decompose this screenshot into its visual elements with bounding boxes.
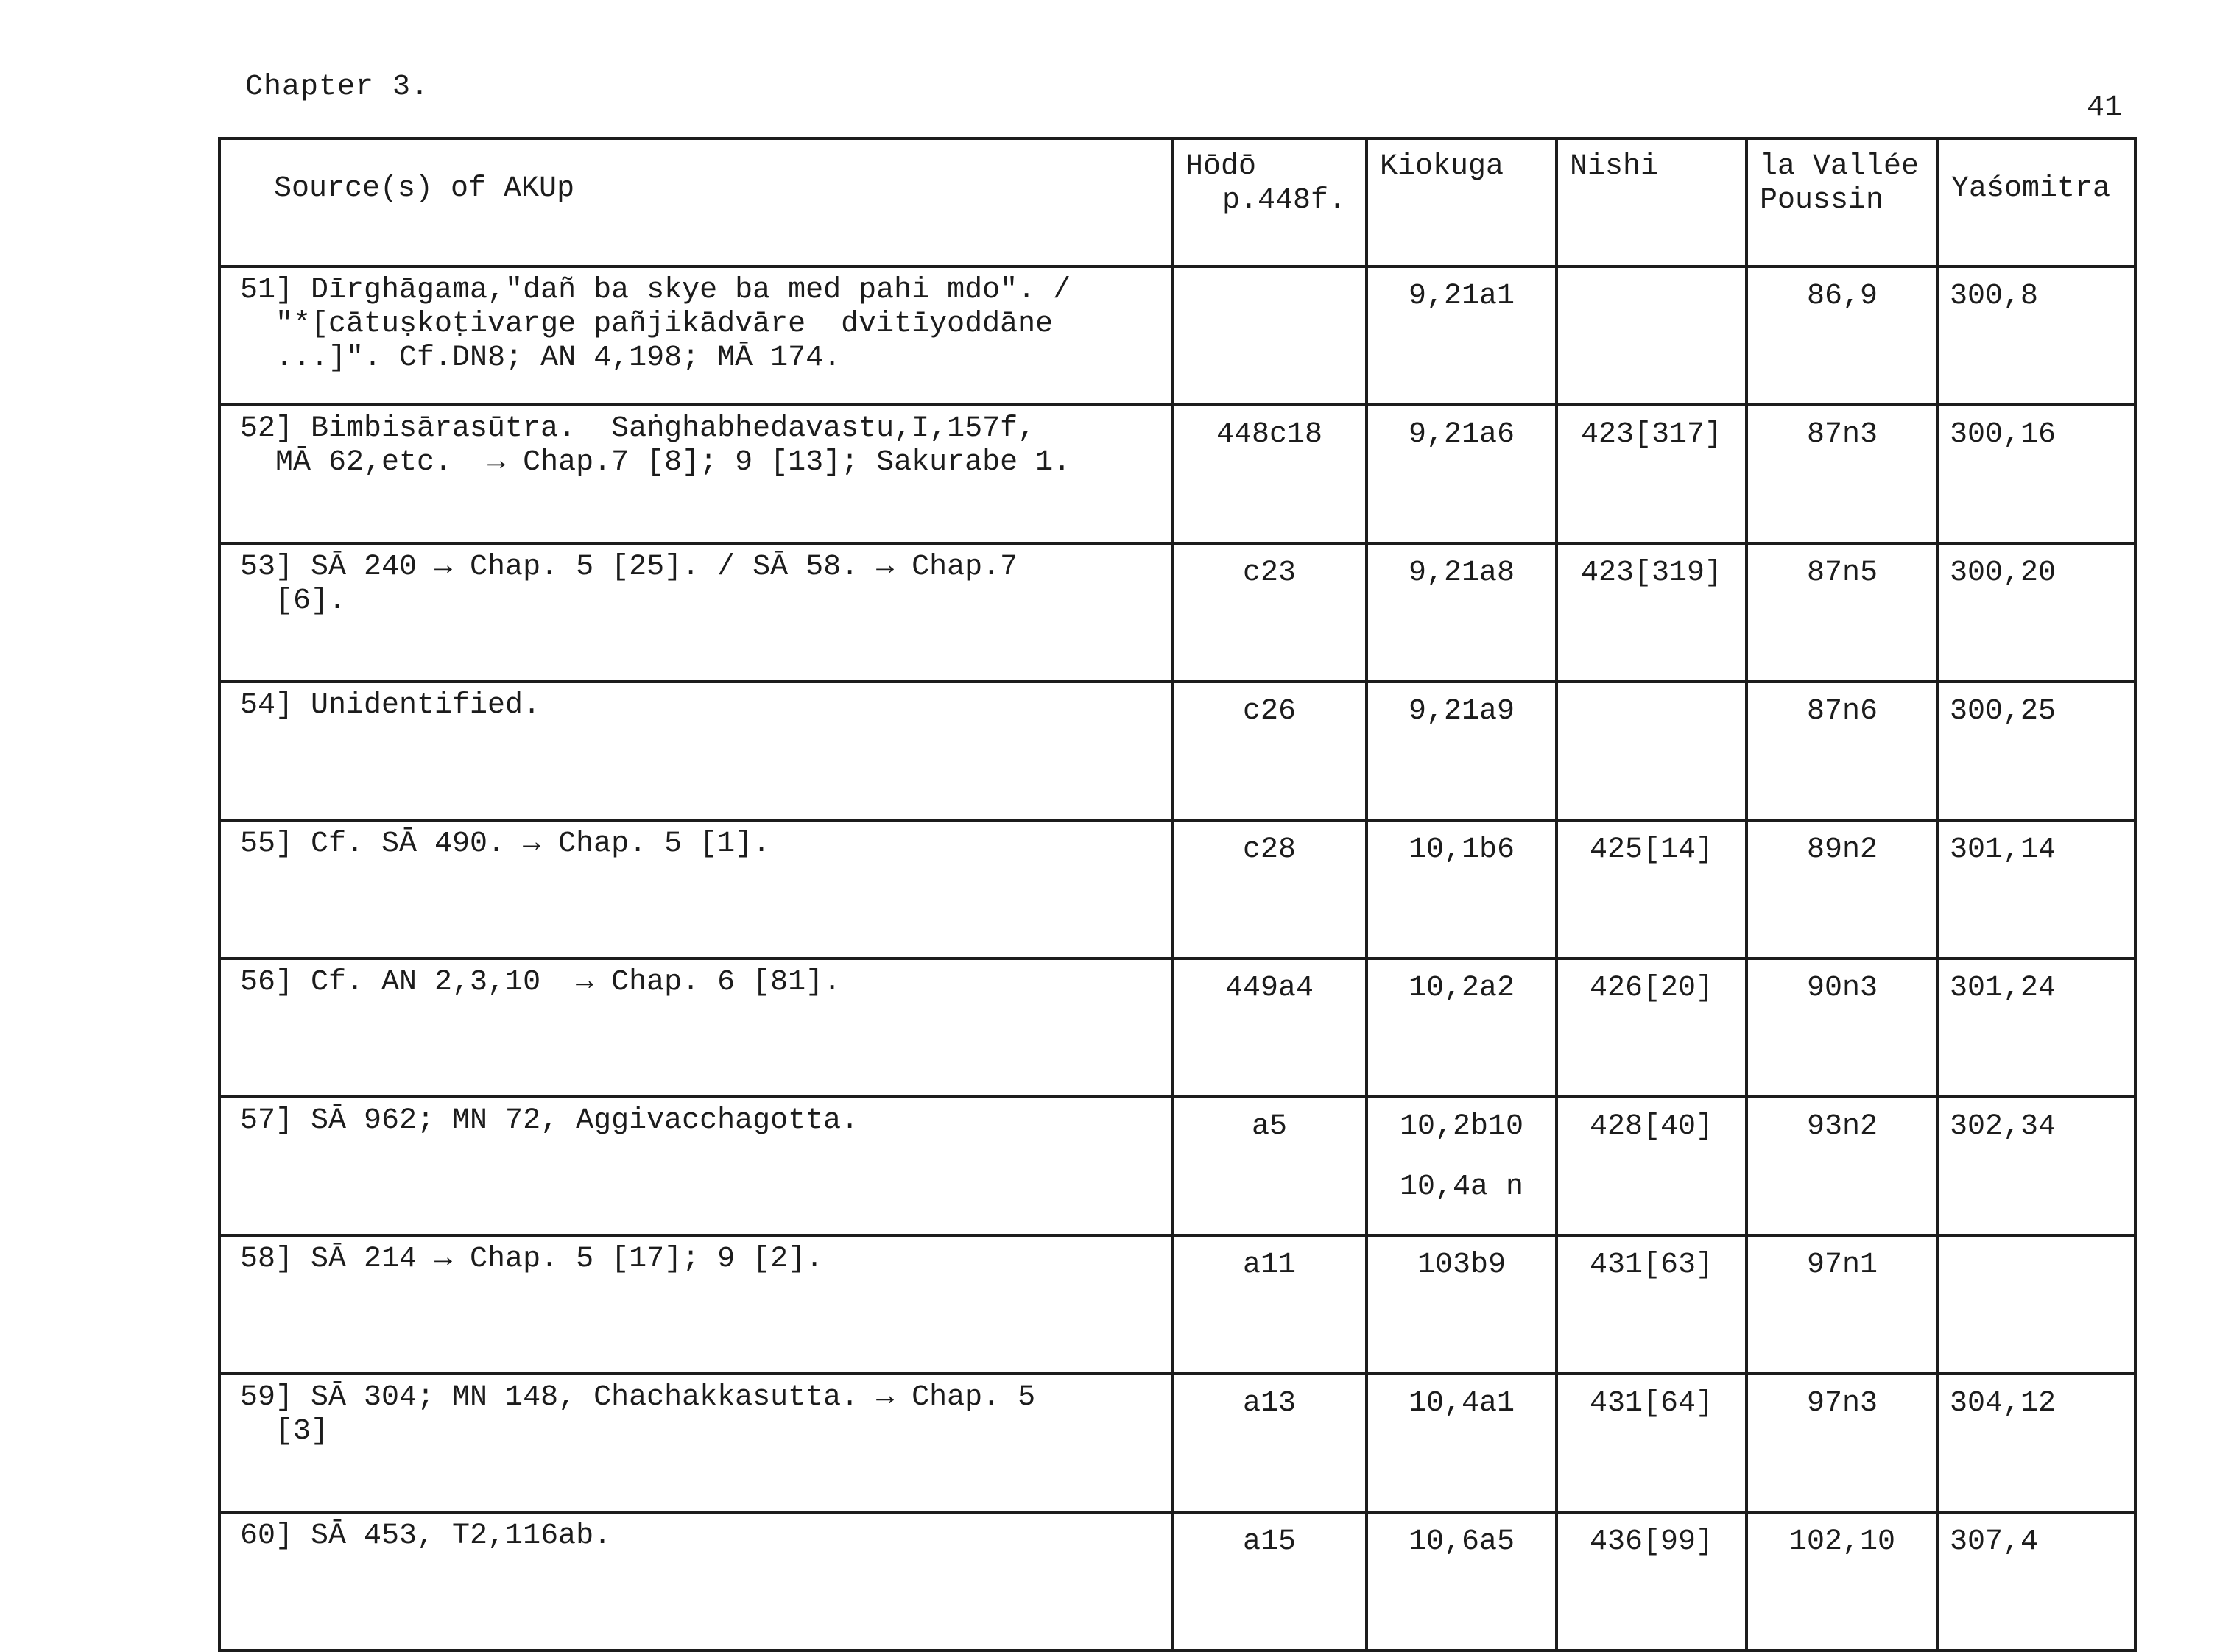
sources-table bbox=[218, 137, 2137, 1652]
kiokuga-cell: 103b9 bbox=[1367, 1235, 1557, 1374]
nishi-cell: 436[99] bbox=[1557, 1512, 1747, 1651]
hodo-cell: a5 bbox=[1172, 1097, 1367, 1235]
yasomitra-cell: 302,34 bbox=[1938, 1097, 2135, 1235]
lavallee-cell: 93n2 bbox=[1747, 1097, 1938, 1235]
source-cell: 57] SĀ 962; MN 72, Aggivacchagotta. bbox=[219, 1097, 1172, 1235]
column-header-lavallee bbox=[1747, 138, 1938, 266]
hodo-cell: 449a4 bbox=[1172, 959, 1367, 1097]
source-cell: 55] Cf. SĀ 490. → Chap. 5 [1]. bbox=[219, 820, 1172, 959]
table-row bbox=[219, 266, 2135, 405]
column-header-yasomitra: Yaśomitra bbox=[1938, 138, 2135, 266]
kiokuga-cell: 10,4a1 bbox=[1367, 1374, 1557, 1512]
page-number: 41 bbox=[2087, 91, 2123, 124]
kiokuga-cell: 9,21a8 bbox=[1367, 543, 1557, 682]
kiokuga-cell: 9,21a1 bbox=[1367, 266, 1557, 405]
kiokuga-cell: 9,21a9 bbox=[1367, 682, 1557, 820]
hodo-cell: c23 bbox=[1172, 543, 1367, 682]
nishi-cell: 423[317] bbox=[1557, 405, 1747, 543]
column-header-nishi: Nishi bbox=[1557, 138, 1747, 266]
lavallee-cell: 87n3 bbox=[1747, 405, 1938, 543]
kiokuga-cell: 10,2a2 bbox=[1367, 959, 1557, 1097]
column-header-lavallee-label: la Vallée bbox=[1760, 150, 1920, 183]
hodo-cell: c28 bbox=[1172, 820, 1367, 959]
column-header-hodo-label: Hōdō bbox=[1185, 150, 1257, 183]
yasomitra-cell: 300,8 bbox=[1938, 266, 2135, 405]
hodo-cell: a11 bbox=[1172, 1235, 1367, 1374]
nishi-cell: 425[14] bbox=[1557, 820, 1747, 959]
hodo-cell: c26 bbox=[1172, 682, 1367, 820]
column-header-hodo bbox=[1172, 138, 1367, 266]
yasomitra-cell bbox=[1938, 1235, 2135, 1374]
hodo-cell: a13 bbox=[1172, 1374, 1367, 1512]
hodo-cell: a15 bbox=[1172, 1512, 1367, 1651]
yasomitra-cell: 304,12 bbox=[1938, 1374, 2135, 1512]
table-row bbox=[219, 959, 2135, 1097]
yasomitra-cell: 301,24 bbox=[1938, 959, 2135, 1097]
yasomitra-cell: 300,20 bbox=[1938, 543, 2135, 682]
yasomitra-cell: 300,25 bbox=[1938, 682, 2135, 820]
nishi-cell: 431[63] bbox=[1557, 1235, 1747, 1374]
lavallee-cell: 86,9 bbox=[1747, 266, 1938, 405]
lavallee-cell: 87n6 bbox=[1747, 682, 1938, 820]
lavallee-cell: 97n3 bbox=[1747, 1374, 1938, 1512]
lavallee-cell: 87n5 bbox=[1747, 543, 1938, 682]
table-row bbox=[219, 1512, 2135, 1651]
source-cell: 56] Cf. AN 2,3,10 → Chap. 6 [81]. bbox=[219, 959, 1172, 1097]
table-row bbox=[219, 820, 2135, 959]
lavallee-cell: 102,10 bbox=[1747, 1512, 1938, 1651]
kiokuga-value: 10,2b10 bbox=[1399, 1110, 1524, 1143]
column-header-source: Source(s) of AKUp bbox=[219, 138, 1172, 266]
table-row bbox=[219, 1097, 2135, 1235]
source-cell: 60] SĀ 453, T2,116ab. bbox=[219, 1512, 1172, 1651]
lavallee-cell: 90n3 bbox=[1747, 959, 1938, 1097]
source-cell: 53] SĀ 240 → Chap. 5 [25]. / SĀ 58. → Chap.7 [6]. bbox=[219, 543, 1172, 682]
kiokuga-cell: 10,1b6 bbox=[1367, 820, 1557, 959]
lavallee-cell: 89n2 bbox=[1747, 820, 1938, 959]
hodo-cell: 448c18 bbox=[1172, 405, 1367, 543]
nishi-cell: 426[20] bbox=[1557, 959, 1747, 1097]
chapter-title: Chapter 3. bbox=[245, 71, 430, 104]
kiokuga-extra-value: 10,4a n bbox=[1399, 1171, 1524, 1204]
kiokuga-cell bbox=[1367, 1097, 1557, 1235]
lavallee-cell: 97n1 bbox=[1747, 1235, 1938, 1374]
nishi-cell: 428[40] bbox=[1557, 1097, 1747, 1235]
source-cell: 58] SĀ 214 → Chap. 5 [17]; 9 [2]. bbox=[219, 1235, 1172, 1374]
source-cell: 52] Bimbisārasūtra. Saṅghabhedavastu,I,157f, MĀ 62,etc. → Chap.7 [8]; 9 [13]; Sakurabe 1. bbox=[219, 405, 1172, 543]
column-header-kiokuga: Kiokuga bbox=[1367, 138, 1557, 266]
column-header-lavallee-sub: Poussin bbox=[1760, 184, 1884, 217]
table-row bbox=[219, 543, 2135, 682]
source-cell: 54] Unidentified. bbox=[219, 682, 1172, 820]
nishi-cell: 423[319] bbox=[1557, 543, 1747, 682]
kiokuga-cell: 10,6a5 bbox=[1367, 1512, 1557, 1651]
hodo-cell bbox=[1172, 266, 1367, 405]
nishi-cell bbox=[1557, 266, 1747, 405]
table-row bbox=[219, 1374, 2135, 1512]
source-cell: 51] Dīrghāgama,"dañ ba skye ba med pahi mdo". / "*[cātuṣkoṭivarge pañjikādvāre dvitīyoddāne ...]". Cf.DN8; AN 4,198; MĀ 174. bbox=[219, 266, 1172, 405]
nishi-cell: 431[64] bbox=[1557, 1374, 1747, 1512]
source-cell: 59] SĀ 304; MN 148, Chachakkasutta. → Chap. 5 [3] bbox=[219, 1374, 1172, 1512]
table-header-row bbox=[219, 138, 2135, 266]
kiokuga-cell: 9,21a6 bbox=[1367, 405, 1557, 543]
yasomitra-cell: 307,4 bbox=[1938, 1512, 2135, 1651]
yasomitra-cell: 300,16 bbox=[1938, 405, 2135, 543]
table-row bbox=[219, 682, 2135, 820]
table-row bbox=[219, 405, 2135, 543]
column-header-hodo-sub: p.448f. bbox=[1222, 184, 1347, 217]
yasomitra-cell: 301,14 bbox=[1938, 820, 2135, 959]
nishi-cell bbox=[1557, 682, 1747, 820]
table-row bbox=[219, 1235, 2135, 1374]
